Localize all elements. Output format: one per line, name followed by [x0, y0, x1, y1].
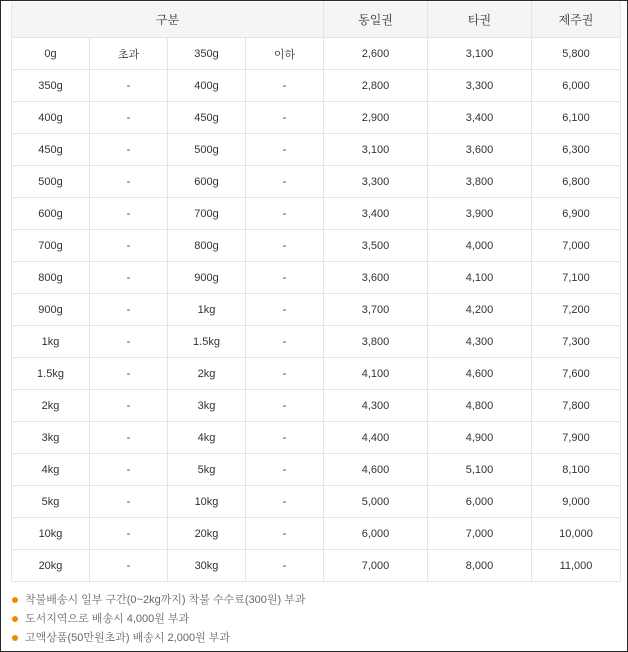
under-label-cell: -: [246, 358, 324, 390]
other-region-price-cell: 4,100: [428, 262, 532, 294]
note-item: [11, 591, 611, 610]
weight-from-cell: 1kg: [12, 326, 90, 358]
table-row: [12, 422, 621, 454]
other-region-price-cell: 6,000: [428, 486, 532, 518]
jeju-region-price-cell: 11,000: [532, 550, 621, 582]
over-label-cell: -: [90, 454, 168, 486]
weight-to-cell: 20kg: [168, 518, 246, 550]
over-label-cell: -: [90, 166, 168, 198]
under-label-cell: -: [246, 422, 324, 454]
note-item: [11, 629, 611, 648]
over-label-cell: -: [90, 134, 168, 166]
same-region-price-cell: 2,800: [324, 70, 428, 102]
jeju-region-price-cell: 7,600: [532, 358, 621, 390]
note-text: 착불배송시 일부 구간(0~2kg까지) 착불 수수료(300원) 부과: [25, 594, 306, 606]
header-jeju-region: 제주권: [532, 2, 621, 38]
table-row: [12, 230, 621, 262]
other-region-price-cell: 7,000: [428, 518, 532, 550]
weight-from-cell: 400g: [12, 102, 90, 134]
under-label-cell: -: [246, 262, 324, 294]
jeju-region-price-cell: 6,800: [532, 166, 621, 198]
weight-to-cell: 450g: [168, 102, 246, 134]
same-region-price-cell: 2,600: [324, 38, 428, 70]
bullet-icon: [12, 597, 18, 603]
weight-to-cell: 350g: [168, 38, 246, 70]
under-label-cell: -: [246, 326, 324, 358]
over-label-cell: -: [90, 518, 168, 550]
table-row: [12, 326, 621, 358]
under-label-cell: -: [246, 550, 324, 582]
under-label-cell: -: [246, 198, 324, 230]
weight-from-cell: 10kg: [12, 518, 90, 550]
table-row: [12, 198, 621, 230]
weight-from-cell: 500g: [12, 166, 90, 198]
table-row: [12, 550, 621, 582]
weight-to-cell: 800g: [168, 230, 246, 262]
other-region-price-cell: 3,100: [428, 38, 532, 70]
table-row: [12, 390, 621, 422]
over-label-cell: -: [90, 550, 168, 582]
other-region-price-cell: 4,800: [428, 390, 532, 422]
weight-to-cell: 500g: [168, 134, 246, 166]
jeju-region-price-cell: 7,200: [532, 294, 621, 326]
same-region-price-cell: 4,100: [324, 358, 428, 390]
same-region-price-cell: 3,700: [324, 294, 428, 326]
weight-to-cell: 4kg: [168, 422, 246, 454]
table-row: [12, 486, 621, 518]
weight-from-cell: 4kg: [12, 454, 90, 486]
over-label-cell: -: [90, 230, 168, 262]
weight-from-cell: 450g: [12, 134, 90, 166]
weight-to-cell: 400g: [168, 70, 246, 102]
weight-from-cell: 2kg: [12, 390, 90, 422]
other-region-price-cell: 4,600: [428, 358, 532, 390]
same-region-price-cell: 7,000: [324, 550, 428, 582]
over-label-cell: 초과: [90, 38, 168, 70]
jeju-region-price-cell: 7,900: [532, 422, 621, 454]
table-row: [12, 454, 621, 486]
other-region-price-cell: 5,100: [428, 454, 532, 486]
same-region-price-cell: 5,000: [324, 486, 428, 518]
over-label-cell: -: [90, 102, 168, 134]
jeju-region-price-cell: 6,300: [532, 134, 621, 166]
weight-from-cell: 5kg: [12, 486, 90, 518]
jeju-region-price-cell: 6,100: [532, 102, 621, 134]
weight-to-cell: 3kg: [168, 390, 246, 422]
same-region-price-cell: 3,600: [324, 262, 428, 294]
weight-from-cell: 20kg: [12, 550, 90, 582]
jeju-region-price-cell: 6,900: [532, 198, 621, 230]
other-region-price-cell: 4,000: [428, 230, 532, 262]
other-region-price-cell: 3,600: [428, 134, 532, 166]
over-label-cell: -: [90, 358, 168, 390]
table-row: [12, 38, 621, 70]
note-item: [11, 610, 611, 629]
same-region-price-cell: 4,600: [324, 454, 428, 486]
same-region-price-cell: 3,500: [324, 230, 428, 262]
weight-to-cell: 5kg: [168, 454, 246, 486]
over-label-cell: -: [90, 262, 168, 294]
header-category: 구분: [12, 2, 324, 38]
weight-to-cell: 30kg: [168, 550, 246, 582]
over-label-cell: -: [90, 390, 168, 422]
weight-to-cell: 700g: [168, 198, 246, 230]
other-region-price-cell: 4,900: [428, 422, 532, 454]
shipping-notes: [11, 591, 611, 648]
table-body: [12, 38, 621, 582]
jeju-region-price-cell: 5,800: [532, 38, 621, 70]
table-row: [12, 102, 621, 134]
other-region-price-cell: 4,200: [428, 294, 532, 326]
under-label-cell: -: [246, 454, 324, 486]
note-text: 도서지역으로 배송시 4,000원 부과: [25, 613, 190, 625]
same-region-price-cell: 3,300: [324, 166, 428, 198]
note-text: 고액상품(50만원초과) 배송시 2,000원 부과: [25, 632, 231, 644]
table-row: [12, 166, 621, 198]
jeju-region-price-cell: 7,300: [532, 326, 621, 358]
under-label-cell: -: [246, 486, 324, 518]
weight-to-cell: 900g: [168, 262, 246, 294]
weight-to-cell: 10kg: [168, 486, 246, 518]
other-region-price-cell: 3,400: [428, 102, 532, 134]
same-region-price-cell: 6,000: [324, 518, 428, 550]
under-label-cell: -: [246, 70, 324, 102]
weight-from-cell: 350g: [12, 70, 90, 102]
weight-from-cell: 900g: [12, 294, 90, 326]
table-row: [12, 294, 621, 326]
header-same-region: 동일권: [324, 2, 428, 38]
table-row: [12, 134, 621, 166]
weight-to-cell: 600g: [168, 166, 246, 198]
other-region-price-cell: 3,300: [428, 70, 532, 102]
same-region-price-cell: 4,400: [324, 422, 428, 454]
bullet-icon: [12, 635, 18, 641]
under-label-cell: -: [246, 134, 324, 166]
under-label-cell: -: [246, 390, 324, 422]
table-row: [12, 262, 621, 294]
other-region-price-cell: 4,300: [428, 326, 532, 358]
over-label-cell: -: [90, 422, 168, 454]
over-label-cell: -: [90, 198, 168, 230]
jeju-region-price-cell: 7,000: [532, 230, 621, 262]
under-label-cell: 이하: [246, 38, 324, 70]
table-row: [12, 70, 621, 102]
jeju-region-price-cell: 9,000: [532, 486, 621, 518]
under-label-cell: -: [246, 230, 324, 262]
shipping-rate-table: [11, 1, 621, 582]
table-row: [12, 358, 621, 390]
jeju-region-price-cell: 10,000: [532, 518, 621, 550]
header-other-region: 타권: [428, 2, 532, 38]
weight-from-cell: 700g: [12, 230, 90, 262]
table-row: [12, 518, 621, 550]
over-label-cell: -: [90, 486, 168, 518]
bullet-icon: [12, 616, 18, 622]
table-header-row: [12, 2, 621, 38]
weight-from-cell: 1.5kg: [12, 358, 90, 390]
other-region-price-cell: 3,800: [428, 166, 532, 198]
weight-to-cell: 1kg: [168, 294, 246, 326]
weight-from-cell: 0g: [12, 38, 90, 70]
jeju-region-price-cell: 6,000: [532, 70, 621, 102]
over-label-cell: -: [90, 70, 168, 102]
over-label-cell: -: [90, 294, 168, 326]
jeju-region-price-cell: 8,100: [532, 454, 621, 486]
under-label-cell: -: [246, 102, 324, 134]
other-region-price-cell: 3,900: [428, 198, 532, 230]
other-region-price-cell: 8,000: [428, 550, 532, 582]
same-region-price-cell: 2,900: [324, 102, 428, 134]
under-label-cell: -: [246, 294, 324, 326]
same-region-price-cell: 4,300: [324, 390, 428, 422]
weight-from-cell: 600g: [12, 198, 90, 230]
same-region-price-cell: 3,800: [324, 326, 428, 358]
weight-to-cell: 1.5kg: [168, 326, 246, 358]
weight-from-cell: 3kg: [12, 422, 90, 454]
under-label-cell: -: [246, 166, 324, 198]
weight-to-cell: 2kg: [168, 358, 246, 390]
jeju-region-price-cell: 7,800: [532, 390, 621, 422]
weight-from-cell: 800g: [12, 262, 90, 294]
under-label-cell: -: [246, 518, 324, 550]
over-label-cell: -: [90, 326, 168, 358]
same-region-price-cell: 3,400: [324, 198, 428, 230]
jeju-region-price-cell: 7,100: [532, 262, 621, 294]
same-region-price-cell: 3,100: [324, 134, 428, 166]
